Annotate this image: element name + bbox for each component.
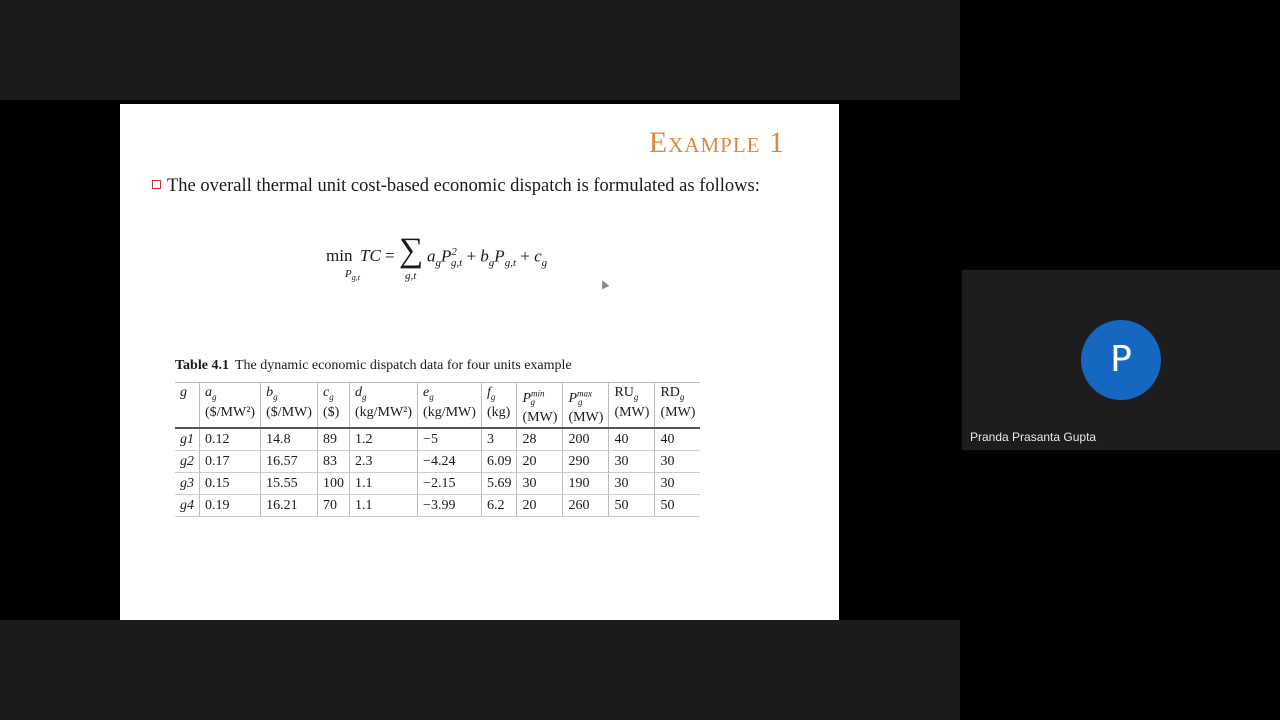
table-cell: 100 <box>317 473 349 495</box>
table-cell: −5 <box>418 428 482 451</box>
table-header-row <box>175 383 700 429</box>
header-b: $b_g$ ($/MW) <box>261 383 318 429</box>
header-a: $a_g$ ($/MW²) <box>200 383 261 429</box>
table-cell: 14.8 <box>261 428 318 451</box>
table-cell: 6.2 <box>481 495 517 517</box>
summation-subscript: g,t <box>405 270 417 282</box>
table-row <box>175 495 700 517</box>
table-cell: 190 <box>563 473 609 495</box>
table-cell: 15.55 <box>261 473 318 495</box>
table-cell: 50 <box>609 495 655 517</box>
header-e: $e_g$ (kg/MW) <box>418 383 482 429</box>
dispatch-data-table <box>175 382 700 517</box>
table-row <box>175 428 700 451</box>
table-cell: 16.21 <box>261 495 318 517</box>
table-cell: 0.19 <box>200 495 261 517</box>
table-caption <box>175 358 572 374</box>
table-cell: 0.12 <box>200 428 261 451</box>
table-cell: g3 <box>175 473 200 495</box>
table-cell: −4.24 <box>418 451 482 473</box>
table-cell: 83 <box>317 451 349 473</box>
formula-min-subscript: $P_{g,t}$ <box>345 268 360 283</box>
formula-rhs: $a_gP^2_{g,t} + b_gP_{g,t} + c_g$ <box>427 246 548 270</box>
table-cell: 0.15 <box>200 473 261 495</box>
presentation-slide <box>120 104 839 620</box>
table-cell: 20 <box>517 495 563 517</box>
header-f: $f_g$ (kg) <box>481 383 517 429</box>
table-cell: 1.2 <box>349 428 417 451</box>
table-cell: 28 <box>517 428 563 451</box>
formula-equals: = <box>385 246 395 265</box>
table-cell: g2 <box>175 451 200 473</box>
table-cell: 200 <box>563 428 609 451</box>
square-bullet-icon <box>152 180 161 189</box>
table-cell: 20 <box>517 451 563 473</box>
table-cell: 3 <box>481 428 517 451</box>
participant-video-tile[interactable] <box>962 270 1280 450</box>
table-cell: g4 <box>175 495 200 517</box>
table-cell: 30 <box>655 451 701 473</box>
cost-formula <box>326 234 626 294</box>
summation-icon: ∑ <box>399 232 424 269</box>
table-cell: g1 <box>175 428 200 451</box>
header-d: $d_g$ (kg/MW²) <box>349 383 417 429</box>
table-cell: 0.17 <box>200 451 261 473</box>
table-cell: 70 <box>317 495 349 517</box>
table-cell: 1.1 <box>349 495 417 517</box>
participant-name: Pranda Prasanta Gupta <box>970 430 1097 444</box>
header-g: g <box>180 385 187 400</box>
top-bar <box>0 0 960 100</box>
header-ru: $RU_g$ (MW) <box>609 383 655 429</box>
bullet-text: The overall thermal unit cost-based economic dispatch is formulated as follows: <box>167 176 760 196</box>
table-cell: 6.09 <box>481 451 517 473</box>
table-cell: 40 <box>609 428 655 451</box>
table-cell: 30 <box>517 473 563 495</box>
table-row <box>175 451 700 473</box>
header-pmax: $P^{max}_g$ (MW) <box>563 383 609 429</box>
table-cell: 5.69 <box>481 473 517 495</box>
table-cell: 89 <box>317 428 349 451</box>
table-caption-label: Table 4.1 <box>175 358 229 373</box>
table-cell: 40 <box>655 428 701 451</box>
header-rd: $RD_g$ (MW) <box>655 383 701 429</box>
table-cell: 30 <box>655 473 701 495</box>
table-cell: 30 <box>609 473 655 495</box>
table-cell: 50 <box>655 495 701 517</box>
header-c: $c_g$ ($) <box>317 383 349 429</box>
table-cell: 290 <box>563 451 609 473</box>
avatar: P <box>1081 320 1161 400</box>
table-caption-text: The dynamic economic dispatch data for four units example <box>234 358 572 373</box>
table-cell: 2.3 <box>349 451 417 473</box>
table-row <box>175 473 700 495</box>
header-pmin: $P^{min}_g$ (MW) <box>517 383 563 429</box>
bottom-bar <box>0 620 960 720</box>
bullet-paragraph <box>152 174 799 198</box>
table-cell: 260 <box>563 495 609 517</box>
formula-lhs: TC <box>360 246 381 265</box>
table-cell: 1.1 <box>349 473 417 495</box>
table-cell: 30 <box>609 451 655 473</box>
formula-min: min <box>326 246 353 265</box>
table-cell: −2.15 <box>418 473 482 495</box>
table-cell: −3.99 <box>418 495 482 517</box>
table-cell: 16.57 <box>261 451 318 473</box>
slide-title: Example 1 <box>648 126 785 159</box>
